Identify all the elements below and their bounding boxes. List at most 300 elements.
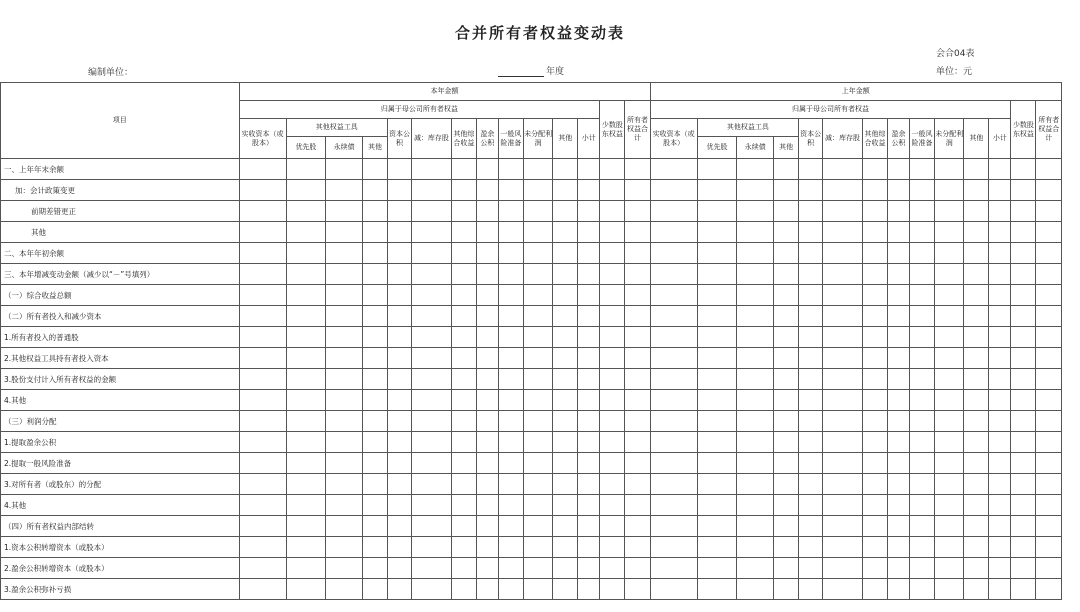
amount-cell[interactable]: [451, 495, 476, 516]
amount-cell[interactable]: [888, 222, 910, 243]
amount-cell[interactable]: [388, 159, 412, 180]
amount-cell[interactable]: [650, 432, 697, 453]
amount-cell[interactable]: [823, 411, 863, 432]
amount-cell[interactable]: [774, 264, 799, 285]
amount-cell[interactable]: [286, 516, 326, 537]
amount-cell[interactable]: [553, 159, 578, 180]
amount-cell[interactable]: [239, 243, 286, 264]
amount-cell[interactable]: [964, 201, 989, 222]
amount-cell[interactable]: [989, 495, 1011, 516]
amount-cell[interactable]: [888, 159, 910, 180]
amount-cell[interactable]: [1036, 264, 1062, 285]
amount-cell[interactable]: [600, 369, 625, 390]
amount-cell[interactable]: [862, 348, 887, 369]
amount-cell[interactable]: [799, 474, 823, 495]
amount-cell[interactable]: [697, 453, 737, 474]
amount-cell[interactable]: [964, 411, 989, 432]
amount-cell[interactable]: [553, 453, 578, 474]
amount-cell[interactable]: [862, 432, 887, 453]
amount-cell[interactable]: [578, 411, 600, 432]
amount-cell[interactable]: [326, 516, 363, 537]
amount-cell[interactable]: [909, 243, 934, 264]
amount-cell[interactable]: [600, 579, 625, 600]
amount-cell[interactable]: [523, 558, 552, 579]
amount-cell[interactable]: [799, 411, 823, 432]
amount-cell[interactable]: [625, 453, 650, 474]
amount-cell[interactable]: [451, 285, 476, 306]
amount-cell[interactable]: [862, 264, 887, 285]
amount-cell[interactable]: [650, 243, 697, 264]
amount-cell[interactable]: [823, 180, 863, 201]
amount-cell[interactable]: [451, 348, 476, 369]
amount-cell[interactable]: [388, 558, 412, 579]
amount-cell[interactable]: [523, 579, 552, 600]
amount-cell[interactable]: [989, 327, 1011, 348]
amount-cell[interactable]: [650, 306, 697, 327]
amount-cell[interactable]: [935, 558, 964, 579]
amount-cell[interactable]: [412, 579, 452, 600]
amount-cell[interactable]: [362, 516, 387, 537]
amount-cell[interactable]: [1036, 201, 1062, 222]
amount-cell[interactable]: [553, 327, 578, 348]
amount-cell[interactable]: [553, 243, 578, 264]
amount-cell[interactable]: [799, 222, 823, 243]
amount-cell[interactable]: [964, 537, 989, 558]
amount-cell[interactable]: [650, 264, 697, 285]
amount-cell[interactable]: [1036, 327, 1062, 348]
amount-cell[interactable]: [239, 201, 286, 222]
amount-cell[interactable]: [799, 453, 823, 474]
amount-cell[interactable]: [862, 306, 887, 327]
amount-cell[interactable]: [412, 285, 452, 306]
amount-cell[interactable]: [888, 306, 910, 327]
amount-cell[interactable]: [697, 537, 737, 558]
amount-cell[interactable]: [697, 348, 737, 369]
amount-cell[interactable]: [625, 348, 650, 369]
amount-cell[interactable]: [451, 327, 476, 348]
amount-cell[interactable]: [388, 180, 412, 201]
amount-cell[interactable]: [935, 411, 964, 432]
amount-cell[interactable]: [600, 558, 625, 579]
amount-cell[interactable]: [600, 306, 625, 327]
amount-cell[interactable]: [388, 579, 412, 600]
amount-cell[interactable]: [600, 516, 625, 537]
amount-cell[interactable]: [412, 453, 452, 474]
amount-cell[interactable]: [774, 432, 799, 453]
amount-cell[interactable]: [909, 516, 934, 537]
amount-cell[interactable]: [989, 285, 1011, 306]
amount-cell[interactable]: [862, 390, 887, 411]
amount-cell[interactable]: [823, 306, 863, 327]
amount-cell[interactable]: [362, 327, 387, 348]
amount-cell[interactable]: [1036, 558, 1062, 579]
amount-cell[interactable]: [909, 474, 934, 495]
amount-cell[interactable]: [989, 348, 1011, 369]
amount-cell[interactable]: [799, 264, 823, 285]
amount-cell[interactable]: [697, 432, 737, 453]
amount-cell[interactable]: [823, 516, 863, 537]
amount-cell[interactable]: [823, 474, 863, 495]
amount-cell[interactable]: [1036, 306, 1062, 327]
amount-cell[interactable]: [388, 243, 412, 264]
amount-cell[interactable]: [799, 327, 823, 348]
amount-cell[interactable]: [498, 306, 523, 327]
amount-cell[interactable]: [909, 264, 934, 285]
amount-cell[interactable]: [523, 516, 552, 537]
amount-cell[interactable]: [650, 411, 697, 432]
amount-cell[interactable]: [862, 453, 887, 474]
amount-cell[interactable]: [523, 474, 552, 495]
amount-cell[interactable]: [888, 558, 910, 579]
amount-cell[interactable]: [553, 474, 578, 495]
amount-cell[interactable]: [1011, 432, 1036, 453]
amount-cell[interactable]: [553, 516, 578, 537]
amount-cell[interactable]: [239, 180, 286, 201]
amount-cell[interactable]: [362, 432, 387, 453]
amount-cell[interactable]: [650, 327, 697, 348]
amount-cell[interactable]: [498, 579, 523, 600]
amount-cell[interactable]: [1011, 516, 1036, 537]
amount-cell[interactable]: [909, 558, 934, 579]
amount-cell[interactable]: [935, 285, 964, 306]
amount-cell[interactable]: [553, 369, 578, 390]
amount-cell[interactable]: [326, 579, 363, 600]
amount-cell[interactable]: [600, 411, 625, 432]
amount-cell[interactable]: [625, 159, 650, 180]
amount-cell[interactable]: [697, 411, 737, 432]
amount-cell[interactable]: [737, 159, 774, 180]
amount-cell[interactable]: [1036, 369, 1062, 390]
amount-cell[interactable]: [388, 306, 412, 327]
amount-cell[interactable]: [989, 264, 1011, 285]
amount-cell[interactable]: [451, 453, 476, 474]
amount-cell[interactable]: [553, 558, 578, 579]
amount-cell[interactable]: [935, 180, 964, 201]
amount-cell[interactable]: [286, 159, 326, 180]
amount-cell[interactable]: [326, 222, 363, 243]
amount-cell[interactable]: [523, 390, 552, 411]
amount-cell[interactable]: [388, 537, 412, 558]
amount-cell[interactable]: [326, 495, 363, 516]
amount-cell[interactable]: [523, 432, 552, 453]
amount-cell[interactable]: [625, 327, 650, 348]
amount-cell[interactable]: [239, 285, 286, 306]
amount-cell[interactable]: [625, 180, 650, 201]
amount-cell[interactable]: [697, 369, 737, 390]
amount-cell[interactable]: [799, 537, 823, 558]
amount-cell[interactable]: [774, 453, 799, 474]
amount-cell[interactable]: [888, 348, 910, 369]
amount-cell[interactable]: [935, 369, 964, 390]
amount-cell[interactable]: [823, 159, 863, 180]
amount-cell[interactable]: [451, 222, 476, 243]
amount-cell[interactable]: [412, 264, 452, 285]
amount-cell[interactable]: [935, 201, 964, 222]
amount-cell[interactable]: [823, 327, 863, 348]
amount-cell[interactable]: [553, 264, 578, 285]
amount-cell[interactable]: [476, 537, 498, 558]
amount-cell[interactable]: [737, 453, 774, 474]
amount-cell[interactable]: [286, 222, 326, 243]
amount-cell[interactable]: [1036, 579, 1062, 600]
amount-cell[interactable]: [498, 222, 523, 243]
amount-cell[interactable]: [412, 516, 452, 537]
amount-cell[interactable]: [523, 180, 552, 201]
amount-cell[interactable]: [1011, 201, 1036, 222]
amount-cell[interactable]: [823, 453, 863, 474]
amount-cell[interactable]: [774, 243, 799, 264]
amount-cell[interactable]: [625, 579, 650, 600]
amount-cell[interactable]: [498, 201, 523, 222]
amount-cell[interactable]: [964, 306, 989, 327]
amount-cell[interactable]: [1036, 537, 1062, 558]
amount-cell[interactable]: [239, 474, 286, 495]
amount-cell[interactable]: [362, 474, 387, 495]
amount-cell[interactable]: [737, 474, 774, 495]
amount-cell[interactable]: [697, 558, 737, 579]
amount-cell[interactable]: [362, 348, 387, 369]
amount-cell[interactable]: [737, 390, 774, 411]
amount-cell[interactable]: [326, 264, 363, 285]
amount-cell[interactable]: [888, 243, 910, 264]
amount-cell[interactable]: [412, 159, 452, 180]
amount-cell[interactable]: [286, 264, 326, 285]
amount-cell[interactable]: [600, 222, 625, 243]
amount-cell[interactable]: [909, 285, 934, 306]
amount-cell[interactable]: [1011, 159, 1036, 180]
amount-cell[interactable]: [476, 243, 498, 264]
amount-cell[interactable]: [737, 306, 774, 327]
amount-cell[interactable]: [862, 537, 887, 558]
amount-cell[interactable]: [774, 495, 799, 516]
amount-cell[interactable]: [412, 222, 452, 243]
amount-cell[interactable]: [523, 411, 552, 432]
amount-cell[interactable]: [774, 369, 799, 390]
amount-cell[interactable]: [326, 411, 363, 432]
amount-cell[interactable]: [578, 180, 600, 201]
amount-cell[interactable]: [737, 243, 774, 264]
amount-cell[interactable]: [451, 516, 476, 537]
amount-cell[interactable]: [523, 327, 552, 348]
amount-cell[interactable]: [964, 432, 989, 453]
amount-cell[interactable]: [498, 285, 523, 306]
amount-cell[interactable]: [326, 327, 363, 348]
amount-cell[interactable]: [451, 306, 476, 327]
amount-cell[interactable]: [553, 537, 578, 558]
amount-cell[interactable]: [476, 495, 498, 516]
amount-cell[interactable]: [286, 243, 326, 264]
amount-cell[interactable]: [362, 390, 387, 411]
amount-cell[interactable]: [935, 306, 964, 327]
amount-cell[interactable]: [326, 432, 363, 453]
amount-cell[interactable]: [650, 516, 697, 537]
amount-cell[interactable]: [476, 453, 498, 474]
amount-cell[interactable]: [412, 348, 452, 369]
amount-cell[interactable]: [989, 306, 1011, 327]
amount-cell[interactable]: [625, 222, 650, 243]
amount-cell[interactable]: [799, 201, 823, 222]
amount-cell[interactable]: [600, 474, 625, 495]
amount-cell[interactable]: [578, 159, 600, 180]
amount-cell[interactable]: [650, 579, 697, 600]
amount-cell[interactable]: [909, 432, 934, 453]
amount-cell[interactable]: [578, 243, 600, 264]
amount-cell[interactable]: [909, 201, 934, 222]
amount-cell[interactable]: [774, 516, 799, 537]
amount-cell[interactable]: [989, 411, 1011, 432]
amount-cell[interactable]: [625, 516, 650, 537]
amount-cell[interactable]: [326, 537, 363, 558]
amount-cell[interactable]: [388, 222, 412, 243]
amount-cell[interactable]: [888, 453, 910, 474]
amount-cell[interactable]: [625, 474, 650, 495]
amount-cell[interactable]: [774, 285, 799, 306]
amount-cell[interactable]: [286, 348, 326, 369]
amount-cell[interactable]: [286, 390, 326, 411]
amount-cell[interactable]: [650, 348, 697, 369]
amount-cell[interactable]: [964, 159, 989, 180]
amount-cell[interactable]: [600, 453, 625, 474]
amount-cell[interactable]: [476, 432, 498, 453]
amount-cell[interactable]: [362, 222, 387, 243]
amount-cell[interactable]: [1036, 495, 1062, 516]
amount-cell[interactable]: [286, 369, 326, 390]
amount-cell[interactable]: [650, 369, 697, 390]
amount-cell[interactable]: [964, 579, 989, 600]
amount-cell[interactable]: [989, 432, 1011, 453]
amount-cell[interactable]: [600, 285, 625, 306]
amount-cell[interactable]: [498, 264, 523, 285]
amount-cell[interactable]: [888, 495, 910, 516]
amount-cell[interactable]: [650, 159, 697, 180]
amount-cell[interactable]: [625, 411, 650, 432]
amount-cell[interactable]: [774, 558, 799, 579]
amount-cell[interactable]: [888, 201, 910, 222]
amount-cell[interactable]: [523, 537, 552, 558]
amount-cell[interactable]: [286, 474, 326, 495]
amount-cell[interactable]: [600, 327, 625, 348]
amount-cell[interactable]: [862, 411, 887, 432]
amount-cell[interactable]: [823, 201, 863, 222]
amount-cell[interactable]: [523, 453, 552, 474]
amount-cell[interactable]: [326, 558, 363, 579]
amount-cell[interactable]: [451, 411, 476, 432]
amount-cell[interactable]: [239, 159, 286, 180]
amount-cell[interactable]: [326, 369, 363, 390]
amount-cell[interactable]: [1036, 474, 1062, 495]
amount-cell[interactable]: [1036, 432, 1062, 453]
amount-cell[interactable]: [476, 348, 498, 369]
amount-cell[interactable]: [799, 243, 823, 264]
amount-cell[interactable]: [964, 495, 989, 516]
amount-cell[interactable]: [697, 474, 737, 495]
amount-cell[interactable]: [362, 537, 387, 558]
amount-cell[interactable]: [1011, 264, 1036, 285]
amount-cell[interactable]: [799, 369, 823, 390]
amount-cell[interactable]: [625, 264, 650, 285]
amount-cell[interactable]: [412, 243, 452, 264]
amount-cell[interactable]: [388, 432, 412, 453]
amount-cell[interactable]: [239, 495, 286, 516]
amount-cell[interactable]: [451, 432, 476, 453]
amount-cell[interactable]: [964, 180, 989, 201]
amount-cell[interactable]: [737, 579, 774, 600]
amount-cell[interactable]: [498, 243, 523, 264]
amount-cell[interactable]: [578, 537, 600, 558]
amount-cell[interactable]: [286, 579, 326, 600]
amount-cell[interactable]: [799, 390, 823, 411]
amount-cell[interactable]: [476, 327, 498, 348]
amount-cell[interactable]: [888, 369, 910, 390]
amount-cell[interactable]: [935, 495, 964, 516]
amount-cell[interactable]: [1036, 222, 1062, 243]
amount-cell[interactable]: [286, 432, 326, 453]
amount-cell[interactable]: [888, 327, 910, 348]
amount-cell[interactable]: [553, 201, 578, 222]
amount-cell[interactable]: [697, 579, 737, 600]
amount-cell[interactable]: [498, 516, 523, 537]
amount-cell[interactable]: [476, 474, 498, 495]
amount-cell[interactable]: [697, 243, 737, 264]
amount-cell[interactable]: [964, 453, 989, 474]
amount-cell[interactable]: [1011, 285, 1036, 306]
amount-cell[interactable]: [650, 201, 697, 222]
amount-cell[interactable]: [412, 537, 452, 558]
amount-cell[interactable]: [737, 285, 774, 306]
amount-cell[interactable]: [799, 579, 823, 600]
amount-cell[interactable]: [625, 306, 650, 327]
amount-cell[interactable]: [239, 348, 286, 369]
amount-cell[interactable]: [523, 285, 552, 306]
amount-cell[interactable]: [600, 432, 625, 453]
amount-cell[interactable]: [737, 411, 774, 432]
amount-cell[interactable]: [600, 201, 625, 222]
amount-cell[interactable]: [909, 411, 934, 432]
amount-cell[interactable]: [823, 495, 863, 516]
amount-cell[interactable]: [326, 474, 363, 495]
amount-cell[interactable]: [799, 558, 823, 579]
amount-cell[interactable]: [412, 390, 452, 411]
amount-cell[interactable]: [523, 243, 552, 264]
amount-cell[interactable]: [774, 222, 799, 243]
amount-cell[interactable]: [909, 306, 934, 327]
amount-cell[interactable]: [774, 579, 799, 600]
amount-cell[interactable]: [1011, 306, 1036, 327]
amount-cell[interactable]: [697, 285, 737, 306]
amount-cell[interactable]: [737, 201, 774, 222]
amount-cell[interactable]: [862, 495, 887, 516]
amount-cell[interactable]: [523, 222, 552, 243]
amount-cell[interactable]: [862, 327, 887, 348]
amount-cell[interactable]: [451, 264, 476, 285]
amount-cell[interactable]: [625, 285, 650, 306]
amount-cell[interactable]: [774, 411, 799, 432]
amount-cell[interactable]: [553, 180, 578, 201]
amount-cell[interactable]: [388, 495, 412, 516]
amount-cell[interactable]: [451, 474, 476, 495]
amount-cell[interactable]: [239, 327, 286, 348]
amount-cell[interactable]: [600, 537, 625, 558]
amount-cell[interactable]: [935, 222, 964, 243]
amount-cell[interactable]: [964, 222, 989, 243]
amount-cell[interactable]: [989, 159, 1011, 180]
amount-cell[interactable]: [650, 390, 697, 411]
amount-cell[interactable]: [625, 390, 650, 411]
amount-cell[interactable]: [823, 537, 863, 558]
amount-cell[interactable]: [989, 243, 1011, 264]
amount-cell[interactable]: [412, 474, 452, 495]
amount-cell[interactable]: [326, 285, 363, 306]
